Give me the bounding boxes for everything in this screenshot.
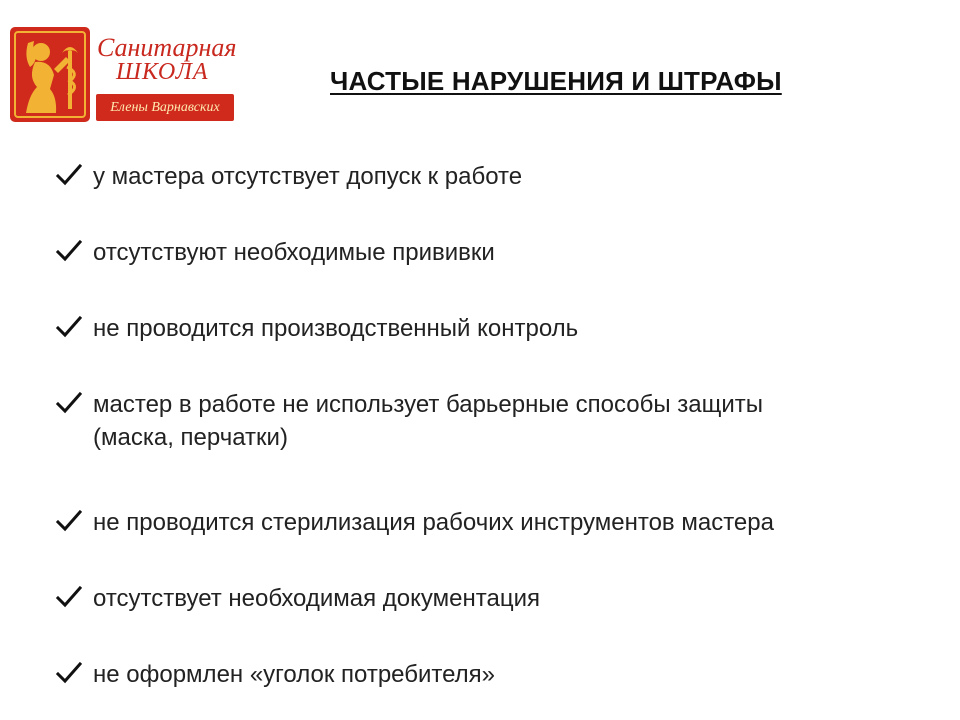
checkmark-icon: [56, 392, 82, 414]
list-item-text: не проводится стерилизация рабочих инструментов мастера: [93, 509, 774, 536]
logo-title-line1: Санитарная: [97, 33, 237, 62]
checkmark-icon: [56, 662, 82, 684]
list-item-text: отсутствует необходимая документация: [93, 585, 540, 612]
checkmark-icon: [56, 510, 82, 532]
logo-emblem-icon: [10, 27, 90, 122]
checkmark-icon: [56, 164, 82, 186]
logo-title-line2: ШКОЛА: [116, 59, 209, 85]
logo: [10, 27, 236, 123]
page-title: ЧАСТЫЕ НАРУШЕНИЯ И ШТРАФЫ: [330, 66, 782, 96]
checkmark-icon: [56, 586, 82, 608]
list-item-text: не оформлен «уголок потребителя»: [93, 661, 496, 688]
checkmark-icon: [56, 316, 82, 338]
list-item-text: мастер в работе не использует барьерные способы защиты (маска, перчатки): [93, 391, 764, 451]
list-item-text: отсутствуют необходимые прививки: [93, 239, 495, 266]
list-item-text: у мастера отсутствует допуск к работе: [93, 163, 523, 190]
checkmark-icon: [56, 240, 82, 262]
list-item-text: не проводится производственный контроль: [93, 315, 579, 342]
logo-banner: Елены Варнавских: [96, 94, 234, 121]
